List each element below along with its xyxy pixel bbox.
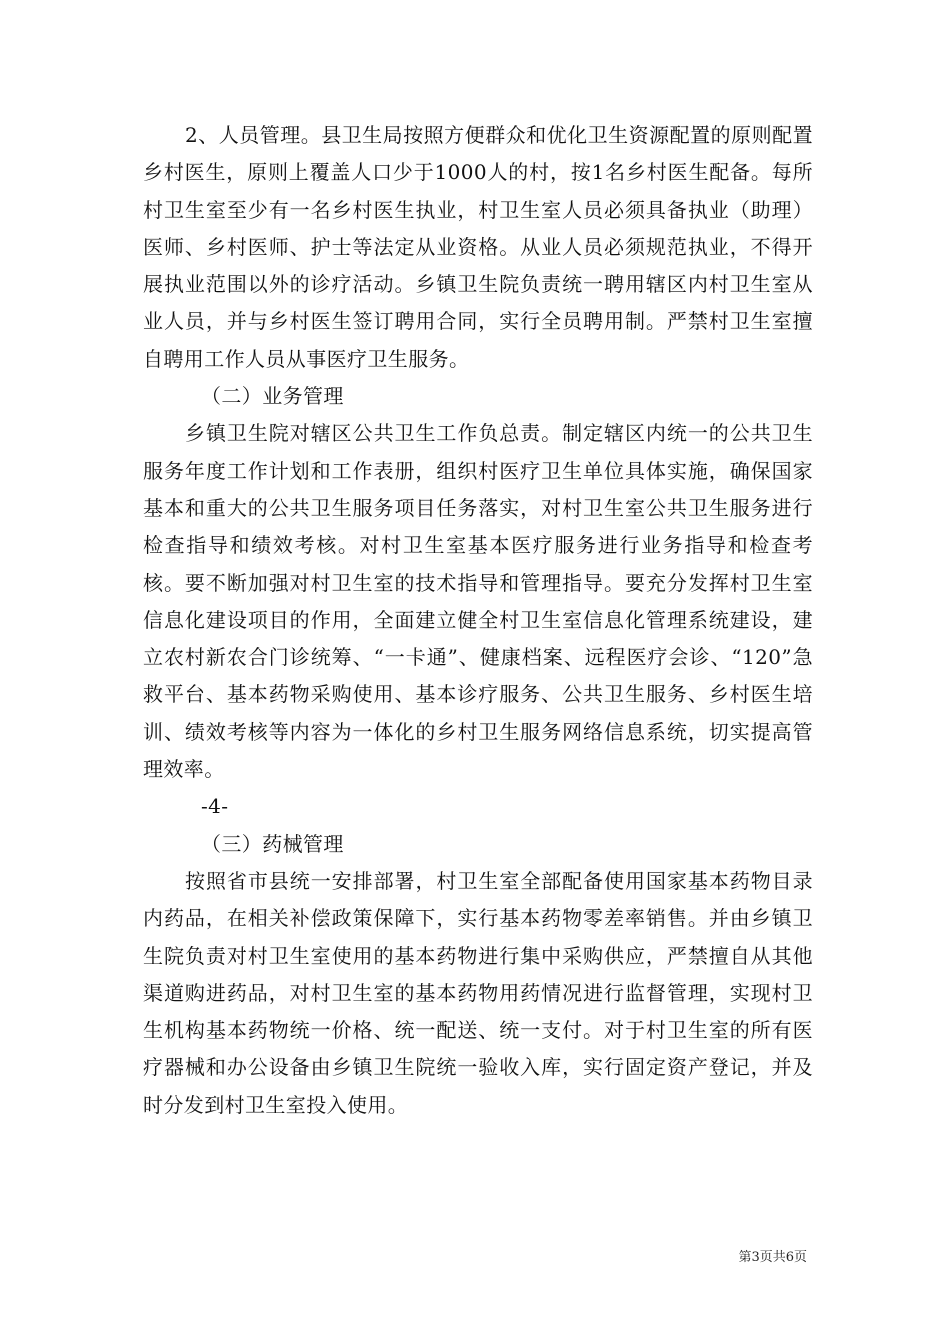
page-number-footer: 第3页共6页 [738,1250,807,1265]
paragraph-business-management: 乡镇卫生院对辖区公共卫生工作负总责。制定辖区内统一的公共卫生服务年度工作计划和工作表册，组织村医疗卫生单位具体实施，确保国家基本和重大的公共卫生服务项目任务落实，对村卫生室公共卫生服务进行检查指导和绩效考核。对村卫生室基本医疗服务进行业务指导和检查考核。要不断加强对村卫生室的技术指导和管理指导。要充分发挥村卫生室信息化建设项目的作用，全面建立健全村卫生室信息化管理系统建设，建立农村新农合门诊统筹、“一卡通”、健康档案、远程医疗会诊、“120”急救平台、基本药物采购使用、基本诊疗服务、公共卫生服务、乡村医生培训、绩效考核等内容为一体化的乡村卫生服务网络信息系统，切实提高管理效率。 [143,421,813,782]
section-heading-drug-equipment-management: （三）药械管理 [201,831,344,856]
paragraph-personnel-management: 2、人员管理。县卫生局按照方便群众和优化卫生资源配置的原则配置乡村医生，原则上覆盖人口少于1000人的村，按1名乡村医生配备。每所村卫生室至少有一名乡村医生执业，村卫生室人员必须具备执业（助理）医师、乡村医师、护士等法定从业资格。从业人员必须规范执业，不得开展执业范围以外的诊疗活动。乡镇卫生院负责统一聘用辖区内村卫生室从业人员，并与乡村医生签订聘用合同，实行全员聘用制。严禁村卫生室擅自聘用工作人员从事医疗卫生服务。 [143,123,813,371]
document-body [143,117,813,1124]
paragraph-drug-equipment-management: 按照省市县统一安排部署，村卫生室全部配备使用国家基本药物目录内药品，在相关补偿政策保障下，实行基本药物零差率销售。并由乡镇卫生院负责对村卫生室使用的基本药物进行集中采购供应，严禁擅自从其他渠道购进药品，对村卫生室的基本药物用药情况进行监督管理，实现村卫生机构基本药物统一价格、统一配送、统一支付。对于村卫生室的所有医疗器械和办公设备由乡镇卫生院统一验收入库，实行固定资产登记，并及时分发到村卫生室投入使用。 [143,868,813,1117]
section-heading-business-management: （二）业务管理 [201,384,344,409]
inline-page-marker: -4- [201,794,229,819]
